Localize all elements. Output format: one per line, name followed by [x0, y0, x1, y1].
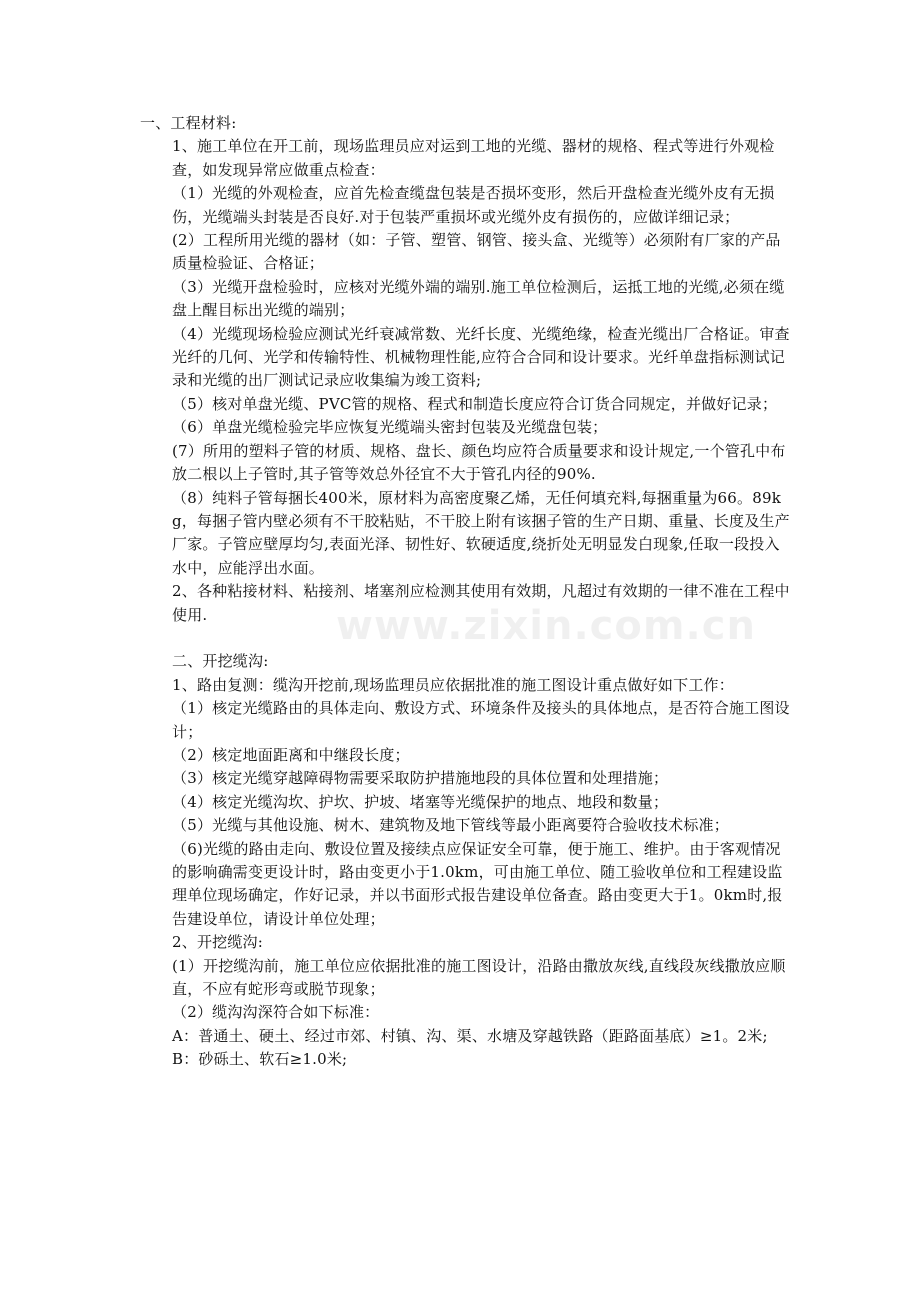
paragraph: （3）光缆开盘检验时，应核对光缆外端的端别.施工单位检测后，运抵工地的光缆,必须在缆盘上醒目标出光缆的端别； [172, 277, 785, 320]
document-body [140, 112, 792, 1072]
paragraph: （1）核定光缆路由的具体走向、敷设方式、环境条件及接头的具体地点，是否符合施工图设计； [172, 699, 790, 741]
paragraph: 2、各种粘接材料、粘接剂、堵塞剂应检测其使用有效期，凡超过有效期的一律不准在工程中使用. [172, 582, 790, 624]
paragraph: （2）缆沟沟深符合如下标准： [172, 1003, 380, 1022]
paragraph: (2）工程所用光缆的器材（如：子管、塑管、钢管、接头盒、光缆等）必须附有厂家的产品质量检验证、合格证； [172, 231, 781, 273]
paragraph: （2）核定地面距离和中继段长度； [172, 745, 410, 764]
paragraph: （8）纯料子管每捆长400米，原材料为高密度聚乙烯，无任何填充料,每捆重量为66。89kg，每捆子管内壁必须有不干胶粘贴，不干胶上附有该捆子管的生产日期、重量、长度及生产厂家。子管应壁厚均匀,表面光泽、韧性好、软硬适度,绕折处无明显发白现象,任取一段投入水中，应能浮出水面。 [172, 488, 790, 577]
paragraph: （1）光缆的外观检查，应首先检查缆盘包装是否损坏变形，然后开盘检查光缆外皮有无损伤，光缆端头封装是否良好.对于包装严重损坏或光缆外皮有损伤的，应做详细记录； [172, 184, 775, 226]
paragraph: 1、施工单位在开工前，现场监理员应对运到工地的光缆、器材的规格、程式等进行外观检查，如发现异常应做重点检查： [172, 137, 775, 179]
paragraph: 1、路由复测：缆沟开挖前,现场监理员应依据批准的施工图设计重点做好如下工作： [172, 675, 734, 694]
section-heading-materials: 一、工程材料: [140, 114, 237, 132]
paragraph: （6）单盘光缆检验完毕应恢复光缆端头密封包装及光缆盘包装； [172, 418, 608, 437]
paragraph: (1）开挖缆沟前，施工单位应依据批准的施工图设计，沿路由撒放灰线,直线段灰线撒放应顺直，不应有蛇形弯或脱节现象； [172, 956, 786, 999]
paragraph: （5）核对单盘光缆、PVC管的规格、程式和制造长度应符合订货合同规定，并做好记录； [172, 394, 778, 413]
paragraph: （6)光缆的路由走向、敷设位置及接续点应保证安全可靠，便于施工、维护。由于客观情况的影响确需变更设计时，路由变更小于1.0km，可由施工单位、随工验收单位和工程建设监理单位现场确定，作好记录，并以书面形式报告建设单位备查。路由变更大于1。0km时,报告建设单位，请设计单位处理； [172, 839, 783, 928]
paragraph: （5）光缆与其他设施、树木、建筑物及地下管线等最小距离要符合验收技术标准； [172, 816, 729, 835]
paragraph: （3）核定光缆穿越障碍物需要采取防护措施地段的具体位置和处理措施； [172, 769, 669, 788]
paragraph: B：砂砾土、软石≥1.0米; [172, 1050, 348, 1069]
watermark: www.zixin.com.cn [336, 603, 756, 649]
paragraph: A：普通土、硬土、经过市郊、村镇、沟、渠、水塘及穿越铁路（距路面基底）≥1。2米; [172, 1026, 768, 1045]
paragraph: (7）所用的塑料子管的材质、规格、盘长、颜色均应符合质量要求和设计规定,一个管孔中布放二根以上子管时,其子管等效总外径宜不大于管孔内径的90%. [172, 441, 786, 484]
paragraph: （4）光缆现场检验应测试光纤衰减常数、光纤长度、光缆绝缘，检查光缆出厂合格证。审查光纤的几何、光学和传输特性、机械物理性能,应符合合同和设计要求。光纤单盘指标测试记录和光缆的出厂测试记录应收集编为竣工资料; [172, 324, 790, 390]
paragraph: 2、开挖缆沟: [172, 933, 263, 952]
section-heading-trench: 二、开挖缆沟: [172, 652, 269, 671]
paragraph: （4）核定光缆沟坎、护坎、护坡、堵塞等光缆保护的地点、地段和数量； [172, 792, 669, 811]
blank-line [172, 627, 792, 650]
